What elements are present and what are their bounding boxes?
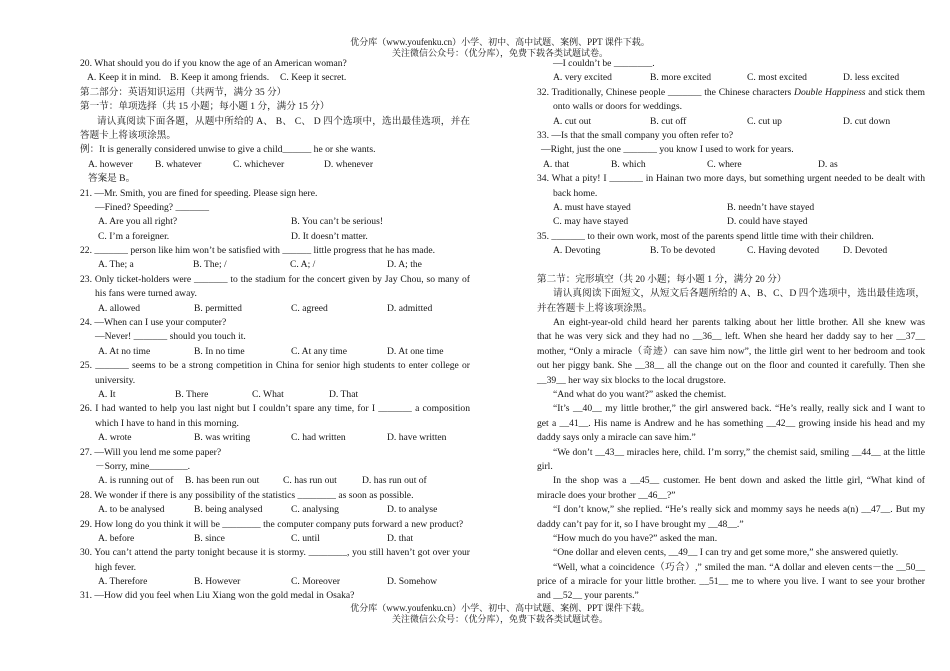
section1-instructions-line-1: 请认真阅读下面各题，从题中所给的 A、 B、 C、 D 四个选项中，选出最佳选项，并在 <box>97 115 470 127</box>
q22-option-a: A. The; a <box>98 259 134 271</box>
q22-option-d: D. A; the <box>387 259 422 271</box>
q24-options <box>80 345 470 359</box>
q34-option-b: B. needn’t have stayed <box>727 201 815 213</box>
header-line-2: 关注微信公众号：（优分库），免费下载各类试题试卷。 <box>391 48 608 58</box>
q29-stem: 29. How long do you think it will be ________ the computer company puts forward a new product? <box>80 518 464 530</box>
passage-line: In the shop was a __45__ customer. He bent down and asked the little girl, “What kind of <box>553 475 925 487</box>
section1-title: 第一节：单项选择（共 15 小题；每小题 1 分，满分 15 分） <box>80 101 330 113</box>
q20-stem: 20. What should you do if you know the age of an American woman? <box>80 58 347 69</box>
q24-option-d: D. At one time <box>387 345 444 357</box>
q35-option-d: D. Devoted <box>843 245 888 257</box>
q34-options-row-1 <box>537 201 925 215</box>
q28-stem: 28. We wonder if there is any possibility of the statistics ________ as soon as possible. <box>80 489 414 501</box>
passage-line: “How much do you have?” asked the man. <box>553 532 718 544</box>
passage-line: daddy can’t pay for it, so I have brought my __48__.” <box>537 518 744 530</box>
q20-option-b: B. Keep it among friends. <box>170 72 270 84</box>
q30-options <box>80 575 470 589</box>
q34-option-a: A. must have stayed <box>553 201 631 213</box>
q29-option-d: D. that <box>387 532 414 544</box>
passage-line: “Well, what a coincidence（巧合）,” smiled the man. “A dollar and eleven cents－the __50__ <box>553 561 925 573</box>
q30-option-d: D. Somehow <box>387 576 438 588</box>
q27-reply: －Sorry, mine________. <box>95 460 191 472</box>
q21-options-row-2 <box>80 230 470 244</box>
q21-option-c: C. I’m a foreigner. <box>98 230 170 242</box>
header-banner <box>300 37 700 59</box>
example-option-b: B. whatever <box>155 158 202 170</box>
q32-option-b: B. cut off <box>650 115 687 127</box>
q28-option-b: B. being analysed <box>194 504 263 516</box>
blank-spacer <box>537 258 925 272</box>
q31-reply: —I couldn’t be ________. <box>553 58 655 69</box>
q22-option-c: C. A; / <box>290 259 316 271</box>
q27-stem: 27. —Will you lend me some paper? <box>80 446 222 458</box>
q26-option-c: C. had written <box>291 432 346 444</box>
part2-title: 第二部分：英语知识运用（共两节，满分 35 分） <box>80 86 287 98</box>
passage-line: “It’s __40__ my little brother,” the girl answered back. “He’s really, really sick and I want to <box>553 403 925 415</box>
q29-option-a: A. before <box>98 532 135 544</box>
passage-line: “I don’t know,” she replied. “He’s really sick and mommy says he needs a(n) __47__. But my <box>553 504 925 516</box>
q35-stem: 35. _______ to their own work, most of the parents spend little time with their children. <box>537 230 874 242</box>
q26-option-b: B. was writing <box>194 432 251 444</box>
passage-line: get a __41__. His name is Andrew and he has something __42__ growing inside his head and my <box>537 417 925 429</box>
q30-stem: 30. You can’t attend the party tonight because it is stormy. ________, you still haven’t got over your <box>80 547 470 559</box>
left-column <box>80 57 470 604</box>
q23-stem-continued: his fans were turned away. <box>95 288 197 300</box>
example-options <box>80 158 470 172</box>
q24-option-a: A. At no time <box>98 345 151 357</box>
q21-options-row-1 <box>80 215 470 229</box>
passage-line: and __52__ your parents.” <box>537 590 639 602</box>
q24-option-b: B. In no time <box>194 345 245 357</box>
q20-option-c: C. Keep it secret. <box>280 72 347 84</box>
passage-line: __39__ her way six blocks to the local drugstore. <box>537 374 726 386</box>
q23-stem: 23. Only ticket-holders were _______ to the stadium for the concert given by Jay Chou, so many of <box>80 273 470 285</box>
q34-option-c: C. may have stayed <box>553 216 629 228</box>
q35-option-c: C. Having devoted <box>747 245 820 257</box>
q31-option-c: C. most excited <box>747 72 807 84</box>
q23-option-a: A. allowed <box>98 302 141 314</box>
q32-stem-continued: onto walls or doors for weddings. <box>553 101 682 113</box>
q22-stem: 22. _______ person like him won’t be satisfied with ______ little progress that he has made. <box>80 245 436 257</box>
passage-line: that he was very sick and they had no __36__ left. When she heard her daddy say to her __37__ <box>537 331 925 343</box>
section2-instructions-line-2: 并在答题卡上将该项涂黑。 <box>537 302 653 314</box>
q28-option-c: C. analysing <box>291 504 339 516</box>
example-option-d: D. whenever <box>324 158 374 170</box>
q33-option-b: B. which <box>611 158 646 170</box>
q25-stem-continued: university. <box>95 374 136 386</box>
q33-option-c: C. where <box>707 158 742 170</box>
q27-option-a: A. is running out of <box>98 475 174 487</box>
q23-option-d: D. admitted <box>387 302 433 314</box>
passage-line: girl. <box>537 460 553 472</box>
q27-option-c: C. has run out <box>283 475 337 487</box>
q33-reply: —Right, just the one _______ you know I used to work for years. <box>541 144 794 156</box>
q27-option-d: D. has run out of <box>362 475 427 487</box>
q23-option-b: B. permitted <box>194 302 242 314</box>
q35-option-a: A. Devoting <box>553 245 601 257</box>
passage-line: “And what do you want?” asked the chemist. <box>553 388 727 400</box>
q35-options <box>537 244 925 258</box>
q28-options <box>80 503 470 517</box>
q34-stem: 34. What a pity! I _______ in Hainan two more days, but something urgent needed to be dealt with <box>537 173 925 185</box>
q21-reply: —Fined? Speeding? _______ <box>95 201 210 213</box>
q21-stem: 21. —Mr. Smith, you are fined for speeding. Please sign here. <box>80 187 318 199</box>
q25-option-b: B. There <box>175 388 209 400</box>
q21-option-a: A. Are you all right? <box>98 216 178 228</box>
q34-options-row-2 <box>537 215 925 229</box>
q34-stem-continued: back home. <box>553 187 598 199</box>
q25-stem: 25. _______ seems to be a strong competition in China for senior high students to enter college or <box>80 360 470 372</box>
example-option-a: A. however <box>88 158 133 170</box>
section2-title: 第二节：完形填空（共 20 小题；每小题 1 分，满分 20 分） <box>537 273 787 285</box>
q24-option-c: C. At any time <box>291 345 347 357</box>
section2-instructions-line-1: 请认真阅读下面短文，从短文后各题所给的 A、B、C、D 四个选项中，选出最佳选项， <box>553 288 925 300</box>
q34-option-d: D. could have stayed <box>727 216 808 228</box>
header-line-1: 优分库（www.youfenku.cn）小学、初中、高中试题、案例、PPT 课件下载。 <box>350 37 650 47</box>
footer-banner <box>300 603 700 625</box>
q26-options <box>80 431 470 445</box>
example-option-c: C. whichever <box>233 158 285 170</box>
passage-line: An eight-year-old child heard her parents talking about her little brother. All she knew was <box>553 317 925 329</box>
passage-line: “We don’t __43__ miracles here, child. I’m sorry,” the chemist said, smiling __44__ at the little <box>553 446 925 458</box>
q32-stem-italic: Double Happiness <box>794 86 866 98</box>
q27-options <box>80 474 470 488</box>
right-column <box>537 57 925 604</box>
q26-option-a: A. wrote <box>98 432 132 444</box>
q32-option-c: C. cut up <box>747 115 782 127</box>
q29-option-b: B. since <box>194 532 225 544</box>
q33-option-d: D. as <box>818 158 838 170</box>
q23-option-c: C. agreed <box>291 302 328 314</box>
q29-options <box>80 532 470 546</box>
example-answer: 答案是 B。 <box>88 173 136 185</box>
footer-line-1: 优分库（www.youfenku.cn）小学、初中、高中试题、案例、PPT 课件下载。 <box>350 603 650 613</box>
passage-line: miracle does your brother __46__?” <box>537 489 676 501</box>
q24-stem: 24. —When can I use your computer? <box>80 317 227 329</box>
q21-option-b: B. You can’t be serious! <box>291 216 384 228</box>
q32-option-a: A. cut out <box>553 115 592 127</box>
q25-option-a: A. It <box>98 388 116 400</box>
q25-options <box>80 388 470 402</box>
passage-line: price of a miracle for your little brother. __51__ me to where you live. I want to see your brother <box>537 576 925 588</box>
section1-instructions-line-2: 答题卡上将该项涂黑。 <box>80 129 176 141</box>
q31-option-a: A. very excited <box>553 72 612 84</box>
q20-option-a: A. Keep it in mind. <box>87 72 162 84</box>
q25-option-c: C. What <box>252 388 284 400</box>
q28-option-d: D. to analyse <box>387 504 438 516</box>
q28-option-a: A. to be analysed <box>98 504 165 516</box>
q33-option-a: A. that <box>543 158 570 170</box>
q30-option-b: B. However <box>194 576 241 588</box>
passage-line: daddy says only a miracle can save him.” <box>537 432 696 444</box>
q32-stem-before: 32. Traditionally, Chinese people _______ the Chinese characters <box>537 86 795 98</box>
q25-option-d: D. That <box>329 388 359 400</box>
q35-option-b: B. To be devoted <box>650 245 716 257</box>
q22-option-b: B. The; / <box>193 259 227 271</box>
q26-stem-continued: which I have to hand in this morning. <box>95 417 239 429</box>
q30-option-a: A. Therefore <box>98 576 148 588</box>
q33-options <box>537 158 925 172</box>
q22-options <box>80 258 470 272</box>
footer-line-2: 关注微信公众号：（优分库），免费下载各类试题试卷。 <box>391 614 608 624</box>
q27-option-b: B. has been run out <box>185 475 260 487</box>
q31-stem: 31. —How did you feel when Liu Xiang won the gold medal in Osaka? <box>80 590 355 602</box>
q32-stem-after: and stick them <box>865 86 925 98</box>
q32-option-d: D. cut down <box>843 115 891 127</box>
q30-option-c: C. Moreover <box>291 576 341 588</box>
q32-options <box>537 115 925 129</box>
q26-option-d: D. have written <box>387 432 447 444</box>
passage-line: “One dollar and eleven cents, __49__ I can try and get some more,” she answered quietly. <box>553 547 899 559</box>
q31-option-b: B. more excited <box>650 72 712 84</box>
passage-line: out her piggy bank. She __38__ all the change out on the floor and counted it carefully. Then she <box>537 360 925 372</box>
q26-stem: 26. I had wanted to help you last night but I couldn’t spare any time, for I _______ a composition <box>80 403 470 415</box>
q21-option-d: D. It doesn’t matter. <box>291 230 368 242</box>
q31-options <box>537 71 925 85</box>
passage-line: mother, “Only a miracle（奇迹）can save him now”, the little girl went to her bedroom and took <box>537 345 925 357</box>
q31-option-d: D. less excited <box>843 72 900 84</box>
example-stem: 例：It is generally considered unwise to give a child______ he or she wants. <box>80 144 376 156</box>
q24-reply: —Never! _______ should you touch it. <box>95 331 246 343</box>
q20-options <box>80 71 470 85</box>
q30-stem-continued: high fever. <box>95 561 137 573</box>
q33-stem: 33. —Is that the small company you often refer to? <box>537 129 734 141</box>
q23-options <box>80 302 470 316</box>
q29-option-c: C. until <box>291 532 320 544</box>
q32-stem <box>537 86 925 100</box>
